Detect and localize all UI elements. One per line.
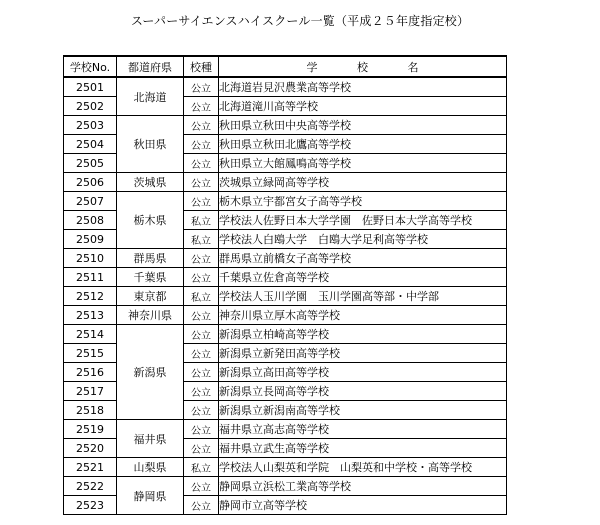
prefecture-cell: 神奈川県 [117, 306, 184, 325]
school-name: 新潟県立長岡高等学校 [219, 382, 507, 401]
school-name: 福井県立武生高等学校 [219, 439, 507, 458]
school-type: 私立 [184, 458, 219, 477]
school-no: 2514 [64, 325, 117, 344]
prefecture-cell: 北海道 [117, 77, 184, 116]
header-prefecture: 都道府県 [117, 56, 184, 77]
school-type: 公立 [184, 344, 219, 363]
school-no: 2519 [64, 420, 117, 439]
school-no: 2516 [64, 363, 117, 382]
school-type: 公立 [184, 249, 219, 268]
prefecture-cell: 群馬県 [117, 249, 184, 268]
school-no: 2511 [64, 268, 117, 287]
header-school-type: 校種 [184, 56, 219, 77]
table-row [64, 192, 507, 211]
table-header-row [64, 56, 507, 77]
school-type: 公立 [184, 77, 219, 97]
school-name: 学校法人山梨英和学院 山梨英和中学校・高等学校 [219, 458, 507, 477]
school-no: 2520 [64, 439, 117, 458]
school-name: 北海道岩見沢農業高等学校 [219, 77, 507, 97]
prefecture-cell: 静岡県 [117, 477, 184, 515]
table-row [64, 173, 507, 192]
school-no: 2502 [64, 97, 117, 116]
school-type: 公立 [184, 97, 219, 116]
table-row [64, 458, 507, 477]
school-name: 新潟県立新発田高等学校 [219, 344, 507, 363]
school-name: 秋田県立秋田中央高等学校 [219, 116, 507, 135]
table-row [64, 268, 507, 287]
school-no: 2522 [64, 477, 117, 496]
school-no: 2510 [64, 249, 117, 268]
table-row [64, 325, 507, 344]
school-no: 2508 [64, 211, 117, 230]
school-no: 2513 [64, 306, 117, 325]
school-name: 千葉県立佐倉高等学校 [219, 268, 507, 287]
school-name: 神奈川県立厚木高等学校 [219, 306, 507, 325]
school-type: 私立 [184, 211, 219, 230]
school-type: 公立 [184, 116, 219, 135]
school-type: 公立 [184, 420, 219, 439]
school-name: 学校法人玉川学園 玉川学園高等部・中学部 [219, 287, 507, 306]
table-row [64, 249, 507, 268]
school-no: 2515 [64, 344, 117, 363]
school-type: 公立 [184, 382, 219, 401]
school-name: 静岡県立浜松工業高等学校 [219, 477, 507, 496]
prefecture-cell: 東京都 [117, 287, 184, 306]
school-type: 公立 [184, 325, 219, 344]
school-name: 新潟県立柏崎高等学校 [219, 325, 507, 344]
school-name: 学校法人佐野日本大学学園 佐野日本大学高等学校 [219, 211, 507, 230]
header-school-name: 学 校 名 [219, 56, 507, 77]
prefecture-cell: 栃木県 [117, 192, 184, 249]
school-no: 2506 [64, 173, 117, 192]
table-row [64, 287, 507, 306]
school-name: 福井県立高志高等学校 [219, 420, 507, 439]
school-type: 公立 [184, 401, 219, 420]
prefecture-cell: 茨城県 [117, 173, 184, 192]
school-type: 公立 [184, 192, 219, 211]
school-no: 2505 [64, 154, 117, 173]
school-name: 学校法人白鴎大学 白鴎大学足利高等学校 [219, 230, 507, 249]
school-type: 公立 [184, 268, 219, 287]
school-name: 新潟県立新潟南高等学校 [219, 401, 507, 420]
table-row [64, 77, 507, 97]
prefecture-cell: 秋田県 [117, 116, 184, 173]
header-school-no: 学校No. [64, 56, 117, 77]
prefecture-cell: 千葉県 [117, 268, 184, 287]
school-name: 茨城県立緑岡高等学校 [219, 173, 507, 192]
school-type: 公立 [184, 477, 219, 496]
school-type: 公立 [184, 363, 219, 382]
school-name: 栃木県立宇都宮女子高等学校 [219, 192, 507, 211]
school-table [63, 55, 507, 515]
table-row [64, 306, 507, 325]
school-type: 私立 [184, 287, 219, 306]
school-name: 群馬県立前橋女子高等学校 [219, 249, 507, 268]
school-no: 2501 [64, 77, 117, 97]
page-title: スーパーサイエンスハイスクール一覧（平成２５年度指定校） [130, 14, 470, 28]
school-type: 公立 [184, 173, 219, 192]
table-row [64, 116, 507, 135]
school-no: 2507 [64, 192, 117, 211]
school-type: 私立 [184, 230, 219, 249]
prefecture-cell: 新潟県 [117, 325, 184, 420]
school-type: 公立 [184, 439, 219, 458]
table-row [64, 477, 507, 496]
table-row [64, 420, 507, 439]
school-no: 2503 [64, 116, 117, 135]
school-no: 2504 [64, 135, 117, 154]
prefecture-cell: 山梨県 [117, 458, 184, 477]
school-name: 秋田県立大館鳳鳴高等学校 [219, 154, 507, 173]
school-no: 2509 [64, 230, 117, 249]
school-no: 2517 [64, 382, 117, 401]
school-no: 2521 [64, 458, 117, 477]
prefecture-cell: 福井県 [117, 420, 184, 458]
school-name: 秋田県立秋田北鷹高等学校 [219, 135, 507, 154]
school-name: 静岡市立高等学校 [219, 496, 507, 515]
school-no: 2518 [64, 401, 117, 420]
school-no: 2512 [64, 287, 117, 306]
school-type: 公立 [184, 135, 219, 154]
school-type: 公立 [184, 154, 219, 173]
school-no: 2523 [64, 496, 117, 515]
school-type: 公立 [184, 496, 219, 515]
school-type: 公立 [184, 306, 219, 325]
school-name: 新潟県立高田高等学校 [219, 363, 507, 382]
school-name: 北海道滝川高等学校 [219, 97, 507, 116]
